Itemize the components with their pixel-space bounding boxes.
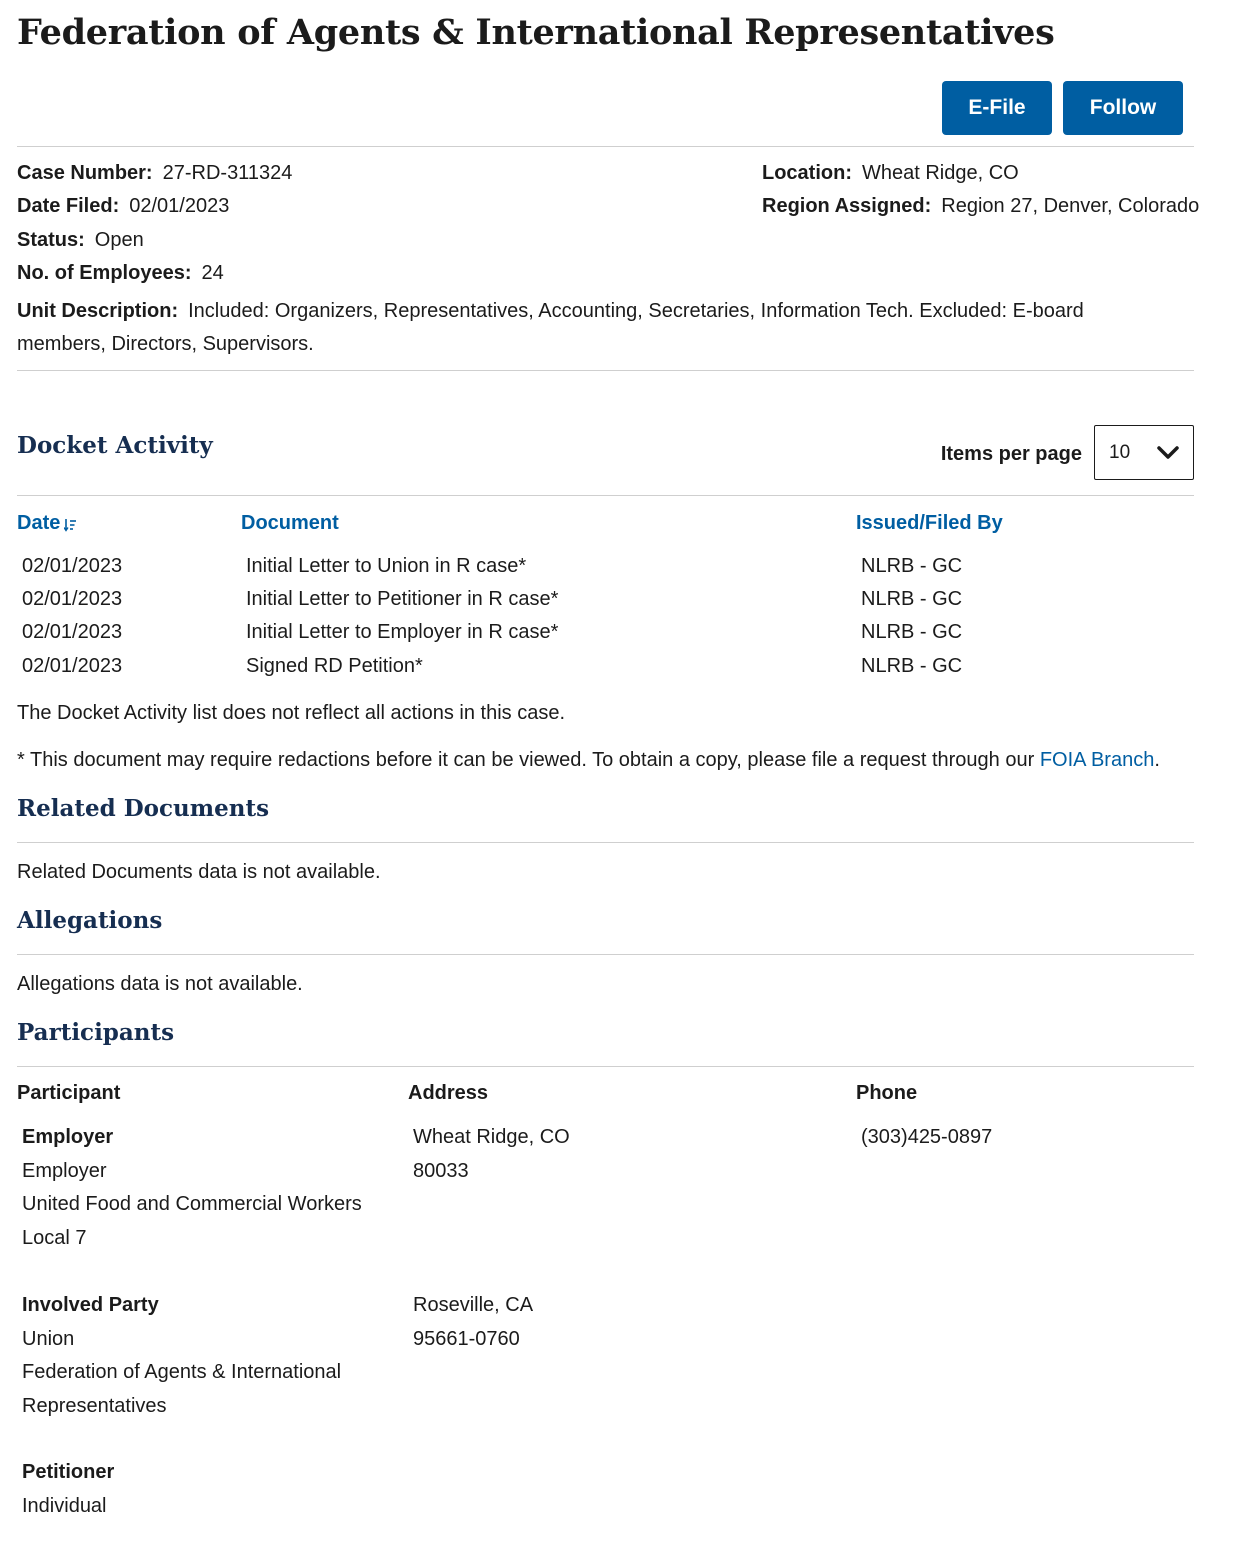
docket-row-date: 02/01/2023 <box>22 655 123 677</box>
unit-label: Unit Description: <box>17 300 179 322</box>
status-label: Status: <box>17 229 85 251</box>
docket-row-issued-by: NLRB - GC <box>861 621 963 643</box>
participant-name-cont: Local 7 <box>22 1226 87 1249</box>
employees-value: 24 <box>201 262 224 284</box>
page-title: Federation of Agents & International Representatives <box>17 12 1055 53</box>
related-documents-heading: Related Documents <box>17 795 270 822</box>
participant-role: Involved Party <box>22 1294 159 1316</box>
participant-type: Employer <box>22 1159 107 1182</box>
divider <box>17 1066 1194 1067</box>
region-value: Region 27, Denver, Colorado <box>941 195 1200 217</box>
divider <box>17 146 1194 147</box>
unit-value: Included: Organizers, Representatives, Accounting, Secretaries, Information Tech. Excluded: E-board members, Directors, Supervisors. <box>17 300 1084 355</box>
docket-row-date: 02/01/2023 <box>22 588 123 610</box>
participants-heading: Participants <box>17 1019 175 1046</box>
participant-role: Employer <box>22 1126 114 1148</box>
participant-name: United Food and Commercial Workers <box>22 1193 362 1215</box>
docket-row-issued-by: NLRB - GC <box>861 555 963 577</box>
column-header-participant: Participant <box>17 1082 121 1104</box>
location-value: Wheat Ridge, CO <box>862 162 1019 184</box>
divider <box>17 954 1194 955</box>
date-filed-label: Date Filed: <box>17 195 120 217</box>
divider <box>17 495 1194 496</box>
participant-address <box>413 1289 533 1356</box>
sort-icon <box>64 518 76 532</box>
location-label: Location: <box>762 162 852 184</box>
action-buttons <box>942 81 1183 135</box>
docket-row-issued-by: NLRB - GC <box>861 588 963 610</box>
participant-name: Federation of Agents & International <box>22 1361 342 1383</box>
participant-address <box>413 1121 570 1188</box>
participant-phone: (303)425-0897 <box>861 1126 993 1148</box>
region <box>762 195 1199 218</box>
docket-heading: Docket Activity <box>17 432 213 459</box>
status-value: Open <box>94 229 144 251</box>
participant-type: Union <box>22 1327 75 1350</box>
participant-address-line1: Wheat Ridge, CO <box>413 1126 570 1148</box>
redaction-note <box>17 749 1160 772</box>
participant-address-line1: Roseville, CA <box>413 1294 534 1316</box>
employees <box>17 262 224 285</box>
participant-name-cont: Representatives <box>22 1394 167 1417</box>
chevron-down-icon <box>1157 446 1179 460</box>
docket-row-date: 02/01/2023 <box>22 621 123 643</box>
docket-row-document: Signed RD Petition* <box>246 655 423 677</box>
divider <box>17 370 1194 371</box>
docket-row-document: Initial Letter to Union in R case* <box>246 555 527 577</box>
participant-entry <box>22 1456 114 1523</box>
case-number-label: Case Number: <box>17 162 153 184</box>
participant-entry <box>22 1121 362 1255</box>
column-header-date[interactable] <box>17 512 76 535</box>
participant-type: Individual <box>22 1494 107 1517</box>
items-per-page-select[interactable] <box>1094 425 1194 480</box>
foia-branch-link[interactable]: FOIA Branch <box>1039 749 1155 771</box>
allegations-empty: Allegations data is not available. <box>17 973 303 995</box>
docket-row-document: Initial Letter to Petitioner in R case* <box>246 588 559 610</box>
status <box>17 229 144 252</box>
case-number-value: 27-RD-311324 <box>162 162 293 184</box>
follow-button[interactable]: Follow <box>1063 81 1183 135</box>
column-header-document[interactable]: Document <box>241 512 339 534</box>
related-documents-empty: Related Documents data is not available. <box>17 861 381 883</box>
items-per-page-value: 10 <box>1109 441 1131 463</box>
docket-note: The Docket Activity list does not reflect all actions in this case. <box>17 702 566 724</box>
efile-button[interactable]: E-File <box>942 81 1052 135</box>
participant-address-line2: 80033 <box>413 1159 469 1182</box>
docket-row-document: Initial Letter to Employer in R case* <box>246 621 559 643</box>
redaction-note-text: * This document may require redactions before it can be viewed. To obtain a copy, please file a request through our <box>17 749 1040 771</box>
date-filed <box>17 195 229 218</box>
case-number <box>17 162 292 185</box>
column-header-date-label: Date <box>17 512 61 534</box>
redaction-note-suffix: . <box>1154 749 1160 771</box>
participant-address-line2: 95661-0760 <box>413 1327 520 1350</box>
participant-role: Petitioner <box>22 1461 115 1483</box>
column-header-address: Address <box>408 1082 489 1104</box>
column-header-issued-by[interactable]: Issued/Filed By <box>856 512 1003 534</box>
docket-row-date: 02/01/2023 <box>22 555 123 577</box>
allegations-heading: Allegations <box>17 907 163 934</box>
participant-entry <box>22 1289 341 1423</box>
items-per-page-label: Items per page <box>940 443 1082 465</box>
docket-row-issued-by: NLRB - GC <box>861 655 963 677</box>
region-label: Region Assigned: <box>762 195 932 217</box>
location <box>762 162 1019 185</box>
employees-label: No. of Employees: <box>17 262 192 284</box>
unit-description <box>17 295 1137 361</box>
column-header-phone: Phone <box>856 1082 918 1104</box>
divider <box>17 842 1194 843</box>
date-filed-value: 02/01/2023 <box>129 195 230 217</box>
